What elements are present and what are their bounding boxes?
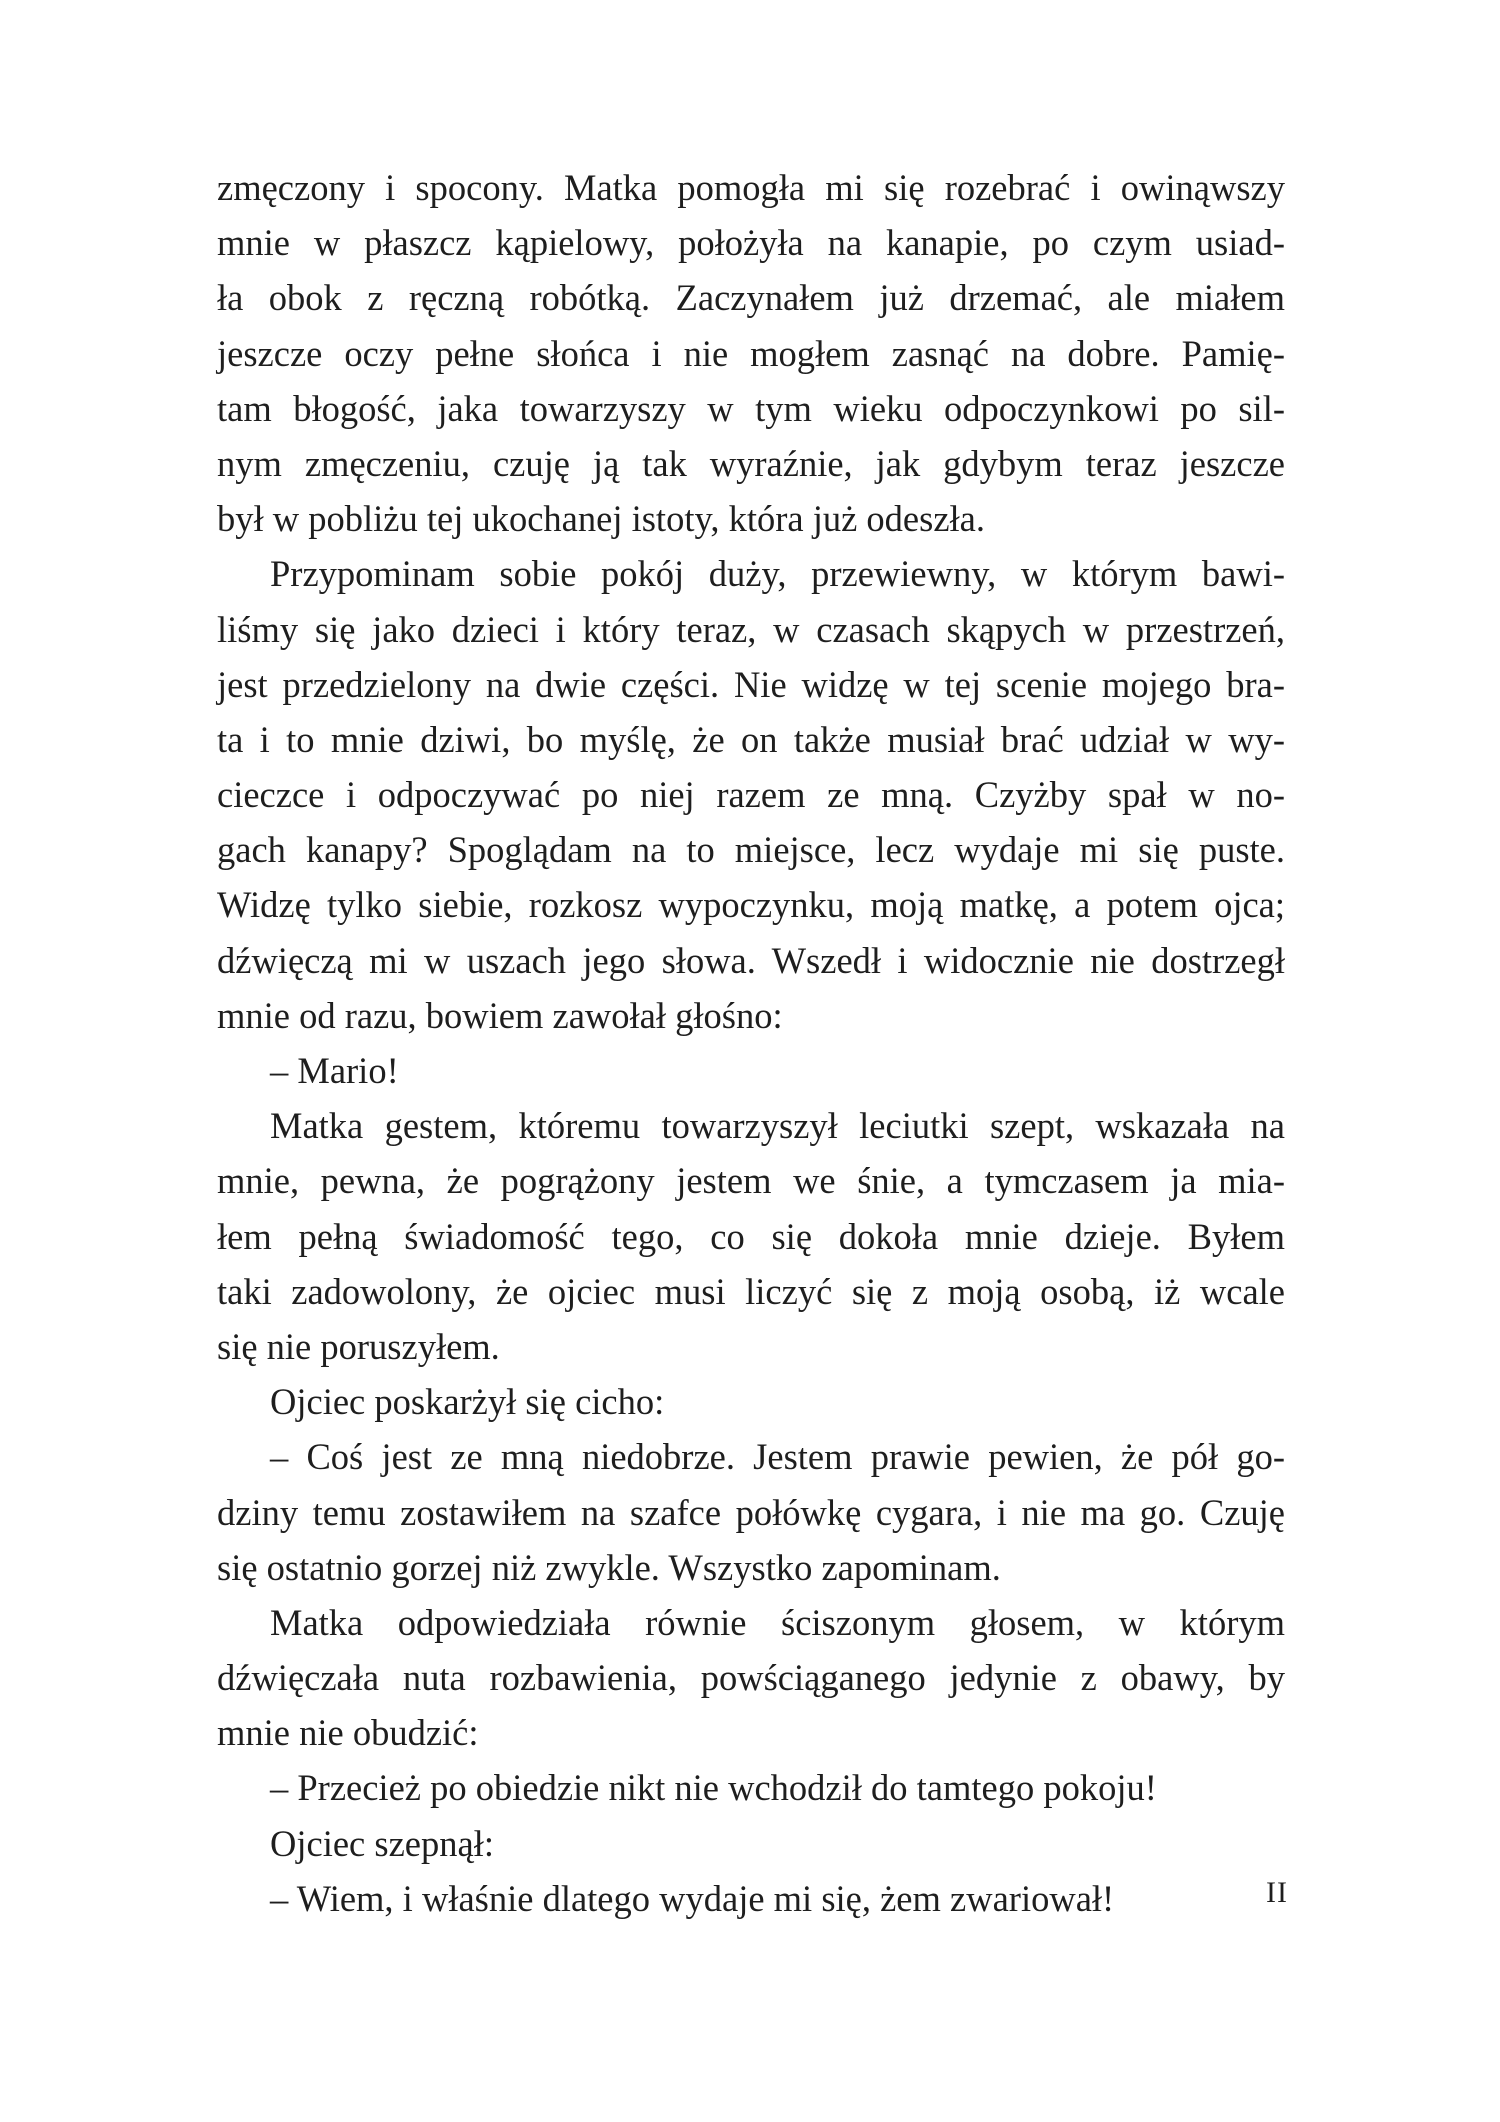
- text-line: dźwięczała nuta rozbawienia, powściąganego jedynie z obawy, by: [217, 1657, 1285, 1699]
- dialogue-line: – Mario!: [270, 1050, 399, 1091]
- text-line: dźwięczą mi w uszach jego słowa. Wszedł i widocznie nie dostrzegł: [217, 939, 1285, 981]
- text-line: gach kanapy? Spoglądam na to miejsce, lecz wydaje mi się puste.: [217, 829, 1285, 871]
- text-line: Matka gestem, któremu towarzyszył leciutki szept, wskazała na: [270, 1105, 1285, 1147]
- text-line: się nie poruszyłem.: [217, 1325, 500, 1367]
- text-line: Ojciec poskarżył się cicho:: [270, 1381, 665, 1423]
- dialogue-line: – Wiem, i właśnie dlatego wydaje mi się, żem zwariował!: [270, 1877, 1115, 1919]
- text-line: mnie od razu, bowiem zawołał głośno:: [217, 994, 783, 1036]
- text-line: Widzę tylko siebie, rozkosz wypoczynku, moją matkę, a potem ojca;: [217, 884, 1285, 926]
- dialogue-line: – Przecież po obiedzie nikt nie wchodził do tamtego pokoju!: [270, 1767, 1157, 1809]
- text-line: mnie w płaszcz kąpielowy, położyła na kanapie, po czym usiad-: [217, 222, 1285, 264]
- text-line: jeszcze oczy pełne słońca i nie mogłem zasnąć na dobre. Pamię-: [217, 332, 1285, 374]
- text-line: się ostatnio gorzej niż zwykle. Wszystko zapominam.: [217, 1546, 1001, 1588]
- text-line: Przypominam sobie pokój duży, przewiewny, w którym bawi-: [270, 553, 1285, 595]
- dialogue-line: – Coś jest ze mną niedobrze. Jestem prawie pewien, że pół go-: [270, 1436, 1285, 1478]
- text-line: mnie nie obudzić:: [217, 1712, 479, 1754]
- text-line: był w pobliżu tej ukochanej istoty, która już odeszła.: [217, 498, 985, 540]
- text-line: ła obok z ręczną robótką. Zaczynałem już drzemać, ale miałem: [217, 277, 1285, 319]
- text-line: nym zmęczeniu, czuję ją tak wyraźnie, jak gdybym teraz jeszcze: [217, 442, 1285, 484]
- body-text: [217, 160, 1285, 1926]
- text-line: ta i to mnie dziwi, bo myślę, że on także musiał brać udział w wy-: [217, 718, 1285, 760]
- text-line: Matka odpowiedziała równie ściszonym głosem, w którym: [270, 1601, 1285, 1643]
- text-line: cieczce i odpoczywać po niej razem ze mną. Czyżby spał w no-: [217, 774, 1285, 816]
- text-line: Ojciec szepnął:: [270, 1822, 494, 1864]
- text-line: taki zadowolony, że ojciec musi liczyć się z moją osobą, iż wcale: [217, 1270, 1285, 1312]
- text-line: mnie, pewna, że pogrążony jestem we śnie, a tymczasem ja mia-: [217, 1160, 1285, 1202]
- text-line: dziny temu zostawiłem na szafce połówkę cygara, i nie ma go. Czuję: [217, 1491, 1285, 1533]
- text-line: zmęczony i spocony. Matka pomogła mi się rozebrać i owinąwszy: [217, 167, 1285, 208]
- text-line: jest przedzielony na dwie części. Nie widzę w tej scenie mojego bra-: [217, 663, 1285, 705]
- text-line: łem pełną świadomość tego, co się dokoła mnie dzieje. Byłem: [217, 1215, 1285, 1257]
- text-line: tam błogość, jaka towarzyszy w tym wieku odpoczynkowi po sil-: [217, 387, 1285, 429]
- text-line: liśmy się jako dzieci i który teraz, w czasach skąpych w przestrzeń,: [217, 608, 1285, 650]
- page-number: II: [1266, 1876, 1288, 1909]
